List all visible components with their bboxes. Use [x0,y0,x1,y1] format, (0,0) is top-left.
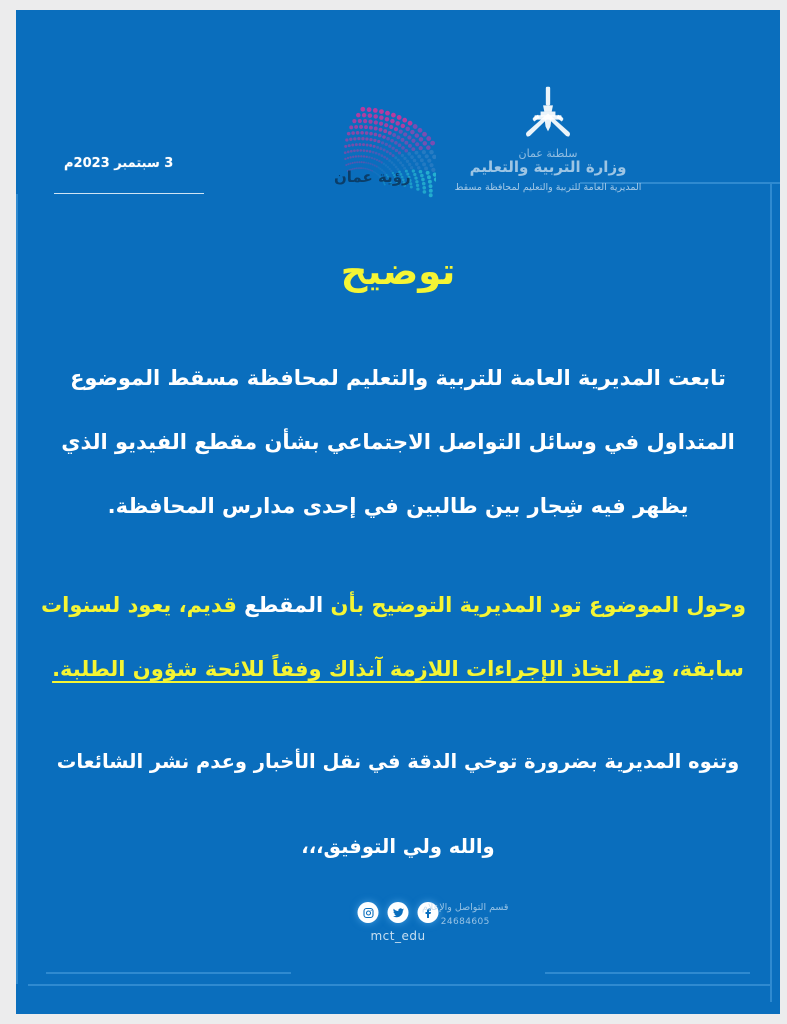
paragraph-three [50,730,746,794]
frame-line-right [770,182,772,1002]
paragraph-two [41,573,746,701]
department-phone: 24684605 [440,917,490,927]
oman-khanjar-emblem-icon [517,82,579,146]
emblem-directorate-name: المديرية العامة للتربية والتعليم لمحافظة مسقط [454,182,642,193]
ministry-emblem-block [418,82,678,193]
paragraph-one-line-2: المتداول في وسائل التواصل الاجتماعي بشأن مقطع الفيديو الذي [61,430,735,454]
paragraph-two-highlight-word: المقطع [244,593,324,617]
paragraph-one-line-3: يظهر فيه شِجار بين طالبين في إحدى مدارس المحافظة. [107,494,689,518]
paragraph-two-line-1-part-c: قديم، يعود لسنوات [41,593,245,617]
frame-line-left [16,194,18,984]
twitter-icon[interactable] [388,902,409,923]
emblem-ministry-name: وزارة التربية والتعليم [469,158,627,176]
paragraph-two-line-1-part-a: وحول الموضوع تود المديرية التوضيح بأن [323,593,746,617]
department-name: قسم التواصل والإعلام [422,902,509,913]
closing-text: والله ولي التوفيق،،، [301,835,495,858]
department-info [422,901,508,929]
instagram-icon[interactable] [358,902,379,923]
emblem-country-name: سلطنة عمان [518,147,578,160]
oman-vision-logo-icon [256,88,436,208]
paragraph-two-line-2 [50,637,746,701]
page-title: توضيح [340,250,456,293]
paragraph-two-line-1 [41,573,746,637]
paragraph-two-line-2-part-a: سابقة، [664,657,744,681]
paragraph-one [50,346,746,538]
oman-vision-wordmark: رؤية عمان [334,168,411,186]
paragraph-three-line-1: وتنوه المديرية بضرورة توخي الدقة في نقل الأخبار وعدم نشر الشائعات [56,750,740,773]
closing-line [50,815,746,879]
poster-footer [16,896,780,986]
poster-canvas [16,10,780,1014]
paragraph-one-line-1: تابعت المديرية العامة للتربية والتعليم لمحافظة مسقط الموضوع [70,366,726,390]
publication-date: 3 سبتمبر 2023م [64,156,174,171]
social-handle[interactable]: mct_edu [370,929,426,943]
poster-header [16,10,780,225]
paragraph-two-underlined-clause: وتم اتخاذ الإجراءات اللازمة آنذاك وفقاً للائحة شؤون الطلبة. [52,657,665,681]
